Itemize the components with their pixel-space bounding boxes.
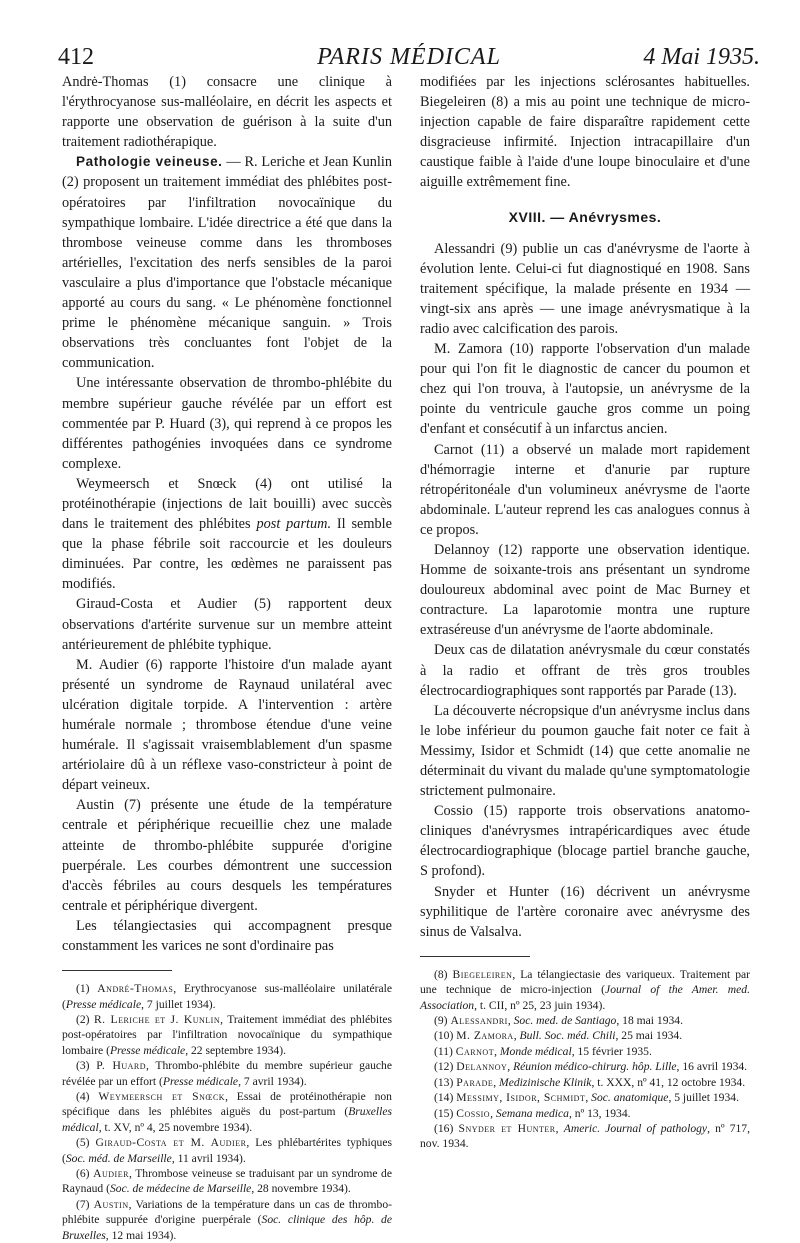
footnote-divider xyxy=(420,956,530,957)
footnote: (7) Austin, Variations de la température dans un cas de thrombo-phlébite suppurée d'origine puerpérale (Soc. clinique des hôp. de Bruxelles, 12 mai 1934). xyxy=(62,1197,392,1242)
paragraph: M. Audier (6) rapporte l'histoire d'un malade ayant présenté un syndrome de Raynaud unilatéral avec ulcération digitale torpide. A l'intervention : artère humérale normale ; thrombose étendue d'une veine humérale. Il s'agissait vraisemblablement d'un spasme artériolaire dû à un réflexe vaso-constricteur à point de départ veineux. xyxy=(62,656,392,794)
left-column xyxy=(62,72,392,1243)
paragraph: M. Zamora (10) rapporte l'observation d'un malade pour qui l'on fit le diagnostic de cancer du poumon et chez qui l'on trouva, à l'autopsie, un anévrysme de la pointe du ventricule gauche gros comme un poing d'enfant et consécutif à un infarctus ancien. xyxy=(420,341,750,438)
footnote: (1) André-Thomas, Erythrocyanose sus-malléolaire unilatérale (Presse médicale, 7 juillet 1934). xyxy=(62,982,392,1011)
paragraph: Giraud-Costa et Audier (5) rapportent deux observations d'artérite survenue sur un membre atteint antérieurement de phlébite typhique. xyxy=(62,596,392,653)
paragraph: Austin (7) présente une étude de la température centrale et périphérique recueillie chez une malade atteinte de thrombo-phlébite suppurée d'origine puerpérale. Les courbes démontrent une succession d'accès fébriles au cours desquels les températures centrale et périphérique divergent. xyxy=(62,797,392,914)
footnote: (11) Carnot, Monde médical, 15 février 1935. xyxy=(434,1044,652,1058)
paragraph: Une intéressante observation de thrombo-phlébite du membre supérieur gauche révélée par un effort est commentée par P. Huard (3), qui reprend à ce propos les différentes pathogénies invoquées dans ce syndrome complexe. xyxy=(62,375,392,472)
footnote: (8) Biegeleiren, La télangiectasie des variqueux. Traitement par une technique de micro-injection (Journal of the Amer. med. Association, t. CII, nº 25, 23 juin 1934). xyxy=(420,967,751,1012)
paragraph: modifiées par les injections sclérosantes habituelles. Biegeleiren (8) a mis au point une technique de micro-injection capable de faire disparaître rapidement cette disgracieuse infirmité. Injection intracapillaire d'un caustique faible à l'aide d'une loupe binoculaire et d'une aiguille extrêmement fine. xyxy=(420,74,750,191)
footnote: (14) Messimy, Isidor, Schmidt, Soc. anatomique, 5 juillet 1934. xyxy=(434,1091,739,1105)
paragraph: Weymeersch et Snœck (4) ont utilisé la protéinothérapie (injections de lait bouilli) avec succès dans le traitement des phlébites post partum. Il semble que la phase fébrile soit raccourcie et les douleurs diminuées. Par contre, les œdèmes ne paraissent pas modifiés. xyxy=(62,475,392,593)
footnote: (5) Giraud-Costa et M. Audier, Les phlébartérites typhiques (Soc. méd. de Marseille, 11 avril 1934). xyxy=(62,1136,392,1165)
footnote: (6) Audier, Thrombose veineuse se traduisant par un syndrome de Raynaud (Soc. de médecine de Marseille, 28 novembre 1934). xyxy=(62,1167,392,1196)
paragraph: Pathologie veineuse. — R. Leriche et Jean Kunlin (2) proposent un traitement immédiat des phlébites post-opératoires par l'infiltration novocaïnique du sympathique lombaire. L'idée directrice a été que dans la thrombose veineuse comme dans les thromboses artérielles, l'excitation des nerfs sensibles de la paroi vasculaire a plus d'importance que l'obstacle mécanique apporté au cours du sang. « Le phénomène fonctionnel prime le phénomène mécanique sanguin. » Trois observations très concluantes font l'objet de la communication. xyxy=(62,154,392,372)
subheading-pathologie-veineuse: Pathologie veineuse. xyxy=(76,154,223,170)
footnote: (16) Snyder et Hunter, Americ. Journal of pathology, nº 717, nov. 1934. xyxy=(420,1121,750,1151)
footnote: (10) M. Zamora, Bull. Soc. méd. Chili, 25 mai 1934. xyxy=(434,1029,683,1043)
left-body-text xyxy=(62,72,392,956)
paragraph: Andrė-Thomas (1) consacre une clinique à l'érythrocyanose sus-malléolaire, en décrit les aspects et rapporte une observation de guérison à la suite d'un traitement radiothérapique. xyxy=(62,74,392,151)
footnote-divider xyxy=(62,970,172,971)
paragraph: La découverte nécropsique d'un anévrysme inclus dans le lobe inférieur du poumon gauche fait noter ce fait à Messimy, Isidor et Schmidt (14) que cette anomalie ne déterminait du vivant du malade qu'une symptomatologie strictement pulmonaire. xyxy=(420,702,750,800)
paragraph: Cossio (15) rapporte trois observations anatomo-cliniques d'anévrysmes intrapéricardiques avec étude électrocardiographique (blocage partiel branche gauche, S profond). xyxy=(420,803,750,880)
footnote: (15) Cossio, Semana medica, nº 13, 1934. xyxy=(434,1106,631,1120)
paragraph: Deux cas de dilatation anévrysmale du cœur constatés à la radio et offrant de très gros troubles électrocardiographiques sont rapportés par Parade (13). xyxy=(420,642,750,699)
footnote: (4) Weymeersch et Snœck, Essai de protéinothérapie non spécifique dans les phlébites aiguës du post-partum (Bruxelles médical, t. XV, nº 4, 25 novembre 1934). xyxy=(62,1089,392,1134)
paragraph: Les télangiectasies qui accompagnent presque constamment les varices ne sont d'ordinaire pas xyxy=(62,917,392,955)
right-footnotes xyxy=(420,967,750,1152)
section-heading-anevrysmes: XVIII. — Anévrysmes. xyxy=(508,208,662,225)
footnote: (3) P. Huard, Thrombo-phlébite du membre supérieur gauche révélée par un effort (Presse médicale, 7 avril 1934). xyxy=(62,1059,392,1088)
footnote: (12) Delannoy, Réunion médico-chirurg. hôp. Lille, 16 avril 1934. xyxy=(434,1060,748,1074)
right-column xyxy=(420,72,750,1152)
journal-title: PARIS MÉDICAL xyxy=(317,44,501,70)
page-number: 412 xyxy=(58,44,94,70)
paragraph: Alessandri (9) publie un cas d'anévrysme de l'aorte à évolution lente. Celui-ci fut diagnostiqué en 1908. Sans traitement spécifique, la malade présente en 1934 — vingt-six ans après — une image anévrysmatique à la radio avec calcification des parois. xyxy=(420,240,750,337)
footnote: (2) R. Leriche et J. Kunlin, Traitement immédiat des phlébites post-opératoires par l'infiltration novocaïnique du sympathique lombaire (Presse médicale, 22 septembre 1934). xyxy=(62,1012,392,1057)
right-body-text xyxy=(420,72,750,942)
paragraph: Snyder et Hunter (16) décrivent un anévrysme syphilitique de l'artère coronaire avec anévrysme des sinus de Valsalva. xyxy=(420,883,750,940)
issue-date: 4 Mai 1935. xyxy=(643,44,760,70)
paragraph: Delannoy (12) rapporte une observation identique. Homme de soixante-trois ans présentant un syndrome douloureux abdominal avec point de Mac Burney et contracture. La laparotomie montra une rupture extraséreuse d'un anévrysme de l'aorte abdominale. xyxy=(420,541,750,639)
footnote: (13) Parade, Medizinische Klinik, t. XXX, nº 41, 12 octobre 1934. xyxy=(434,1075,746,1089)
footnote: (9) Alessandri, Soc. med. de Santiago, 18 mai 1934. xyxy=(434,1014,684,1028)
left-footnotes xyxy=(62,981,392,1243)
paragraph: Carnot (11) a observé un malade mort rapidement d'hémorragie interne et d'anurie par rupture rétropéritonéale d'un volumineux anévrysme de l'aorte abdominale. L'auteur reprend les cas analogues connus à ce propos. xyxy=(420,441,750,538)
